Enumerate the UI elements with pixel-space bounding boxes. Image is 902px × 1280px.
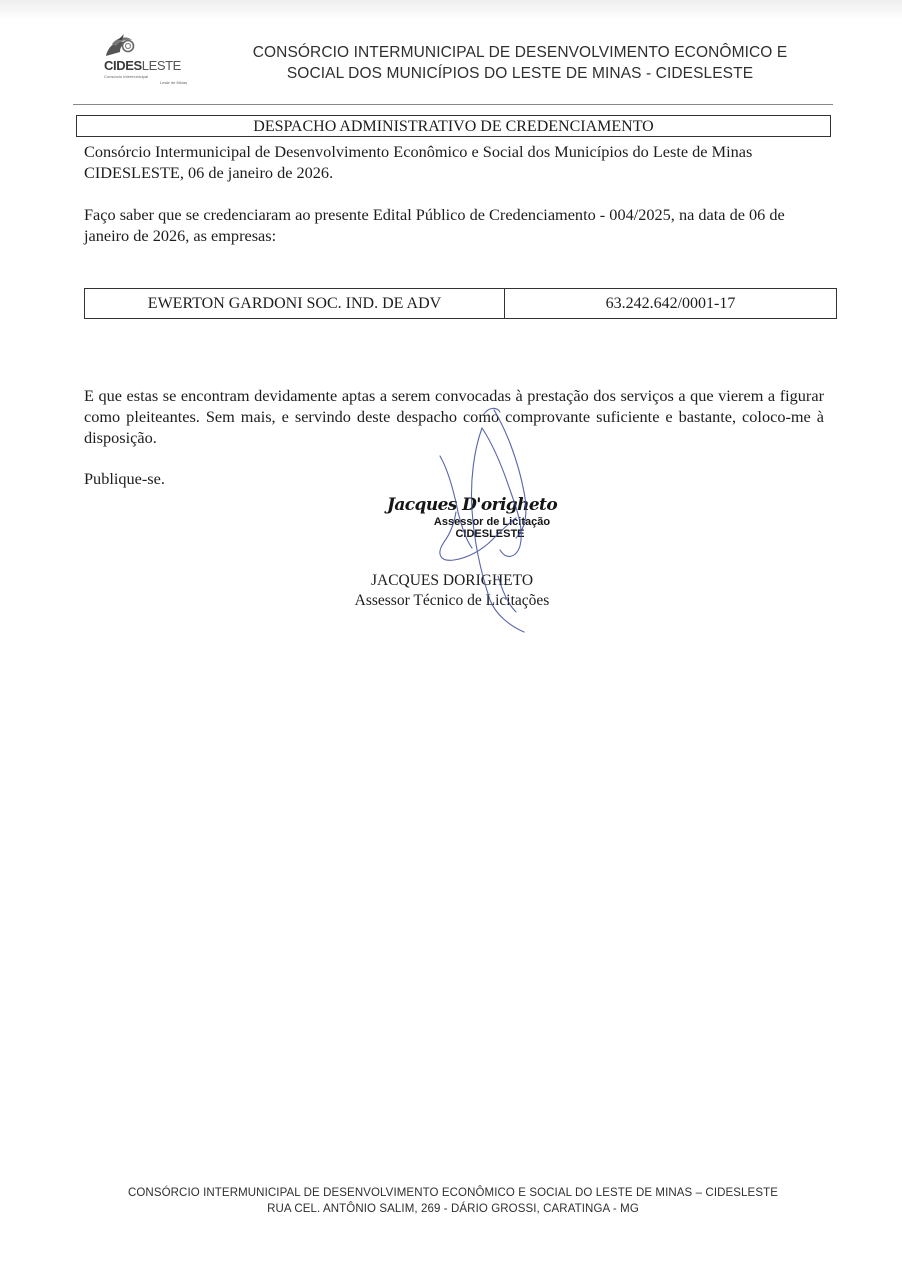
logo-wordmark — [104, 58, 181, 73]
footer-line2: RUA CEL. ANTÔNIO SALIM, 269 - DÁRIO GROSSI, CARATINGA - MG — [267, 1203, 639, 1215]
closing-paragraph: E que estas se encontram devidamente aptas a serem convocadas à prestação dos serviços a que vierem a figurar como pleiteantes. Sem mais, e servindo deste despacho como comprovante suficiente e bastante, coloco-me à disposição. — [84, 386, 824, 447]
logo-tagline-secondary: Leste de Minas — [160, 80, 188, 85]
company-cnpj-cell: 63.242.642/0001-17 — [505, 289, 837, 319]
header-title-line1: CONSÓRCIO INTERMUNICIPAL DE DESENVOLVIMENTO ECONÔMICO E — [252, 44, 788, 61]
publish-line: Publique-se. — [84, 469, 165, 488]
scan-edge-shadow — [0, 0, 902, 20]
document-title: DESPACHO ADMINISTRATIVO DE CREDENCIAMENTO — [76, 115, 831, 137]
cidesleste-logo — [98, 30, 198, 90]
header-divider — [73, 104, 833, 105]
company-name-cell: EWERTON GARDONI SOC. IND. DE ADV — [85, 289, 505, 319]
intro-paragraph — [84, 141, 824, 183]
intro-line1: Consórcio Intermunicipal de Desenvolvimento Econômico e Social dos Municípios do Leste de Minas — [84, 142, 753, 161]
stamp-org: CIDESLESTE — [455, 528, 525, 540]
footer-line1: CONSÓRCIO INTERMUNICIPAL DE DESENVOLVIMENTO ECONÔMICO E SOCIAL DO LESTE DE MINAS – CIDESLESTE — [127, 1187, 778, 1199]
logo-wordmark-part2: LESTE — [141, 58, 181, 73]
stamp-role: Assessor de Licitação — [433, 516, 551, 528]
notice-paragraph: Faço saber que se credenciaram ao presente Edital Público de Credenciamento - 004/2025, na data de 06 de janeiro de 2026, as empresas: — [84, 205, 785, 245]
logo-tagline: Consórcio Intermunicipal — [104, 74, 149, 79]
header-title-line2: SOCIAL DOS MUNICÍPIOS DO LESTE DE MINAS - CIDESLESTE — [286, 65, 754, 82]
intro-line2: CIDESLESTE, 06 de janeiro de 2026. — [84, 163, 334, 182]
signer-name: JACQUES DORIGHETO — [370, 572, 534, 589]
header-title — [220, 42, 820, 84]
table-row — [85, 289, 837, 319]
page-footer — [100, 1185, 806, 1217]
companies-table — [84, 288, 837, 319]
stamp-name: Jacques D'origheto — [386, 495, 558, 515]
logo-wordmark-part1: CIDES — [104, 58, 142, 73]
handwritten-signature — [420, 400, 570, 635]
signer-role: Assessor Técnico de Licitações — [354, 592, 550, 609]
logo-emblem-icon — [98, 30, 148, 60]
